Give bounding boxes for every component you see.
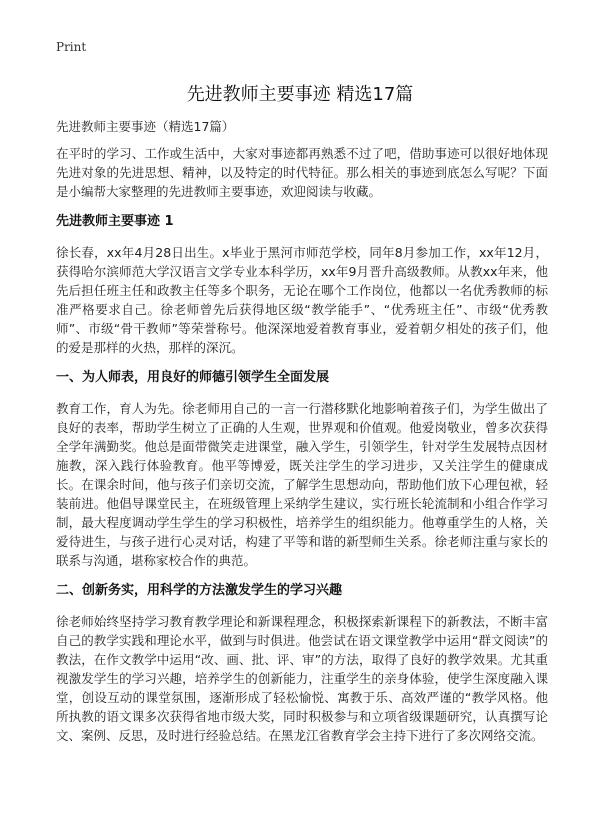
section-heading-2: 一、为人师表，用良好的师德引领学生全面发展 — [56, 370, 330, 385]
section-paragraph-3: 徐老师始终坚持学习教育教学理论和新课程理念，积极探索新课程下的新教法，不断丰富自己的教学实践和理论水平，做到与时俱进。他尝试在语文课堂教学中运用“群文阅读”的教法，在作文教学中运用“改、画、批、评、审”的方法，取得了良好的教学效果。尤其重视激发学生的学习兴趣，培养学生的创新能力，注重学生的亲身体验，使学生深度融入课堂，创设互动的课堂氛围，逐渐形成了轻松愉悦、寓教于乐、高效严谨的“教学风格。他所执教的语文课多次获得省地市级大奖，同时积极参与和立项省级课题研究，认真撰写论文、案例、反思，及时进行经验总结。在黑龙江省教育学会主持下进行了多次网络交流。 — [56, 614, 548, 743]
intro-paragraph: 在平时的学习、工作或生活中，大家对事迹都再熟悉不过了吧，借助事迹可以很好地体现先进对象的先进思想、精神，以及特定的时代特征。那么相关的事迹到底怎么写呢？下面是小编帮大家整理的先进教师主要事迹，欢迎阅读与收藏。 — [56, 146, 548, 199]
section-heading-1: 先进教师主要事迹 1 — [56, 214, 174, 229]
article-subtitle: 先进教师主要事迹（精选17篇） — [56, 119, 235, 134]
section-paragraph-2: 教育工作，育人为先。徐老师用自己的一言一行潜移默化地影响着孩子们，为学生做出了良好的表率，帮助学生树立了正确的人生观，世界观和价值观。他爱岗敬业，曾多次获得全学年满勤奖。他总是面带微笑走进课堂，融入学生，引领学生，针对学生发展特点因材施教，深入践行体验教育。他平等博爱，既关注学生的学习进步，又关注学生的健康成长。在课余时间，他与孩子们亲切交流，了解学生思想动向，帮助他们放下心理包袱，轻装前进。他倡导课堂民主，在班级管理上采纳学生建议，实行班长轮流制和小组合作学习制，最大程度调动学生学生的学习积极性，培养学生的组织能力。他尊重学生的人格，关爱待进生，与孩子进行心灵对话，构建了平等和谐的新型师生关系。徐老师注重与家长的联系与沟通，堪称家校合作的典范。 — [56, 401, 548, 568]
section-paragraph-1: 徐长春，xx年4月28日出生。x毕业于黑河市师范学校，同年8月参加工作，xx年12月，获得哈尔滨师范大学汉语言文学专业本科学历，xx年9月晋升高级教师。从教xx年来，他先后担任班主任和政教主任等多个职务，无论在哪个工作岗位，他都以一名优秀教师的标准严格要求自己。徐老师曾先后获得地区级“教学能手”、“优秀班主任”、市级“优秀教师”、市级“骨干教师”等荣誉称号。他深深地爱着教育事业，爱着朝夕相处的孩子们，他的爱是那样的火热，那样的深沉。 — [56, 245, 548, 355]
page-title: 先进教师主要事迹 精选17篇 — [186, 84, 414, 105]
print-link[interactable]: Print — [56, 40, 87, 54]
article-body — [56, 118, 548, 757]
section-heading-3: 二、创新务实，用科学的方法激发学生的学习兴趣 — [56, 583, 343, 598]
